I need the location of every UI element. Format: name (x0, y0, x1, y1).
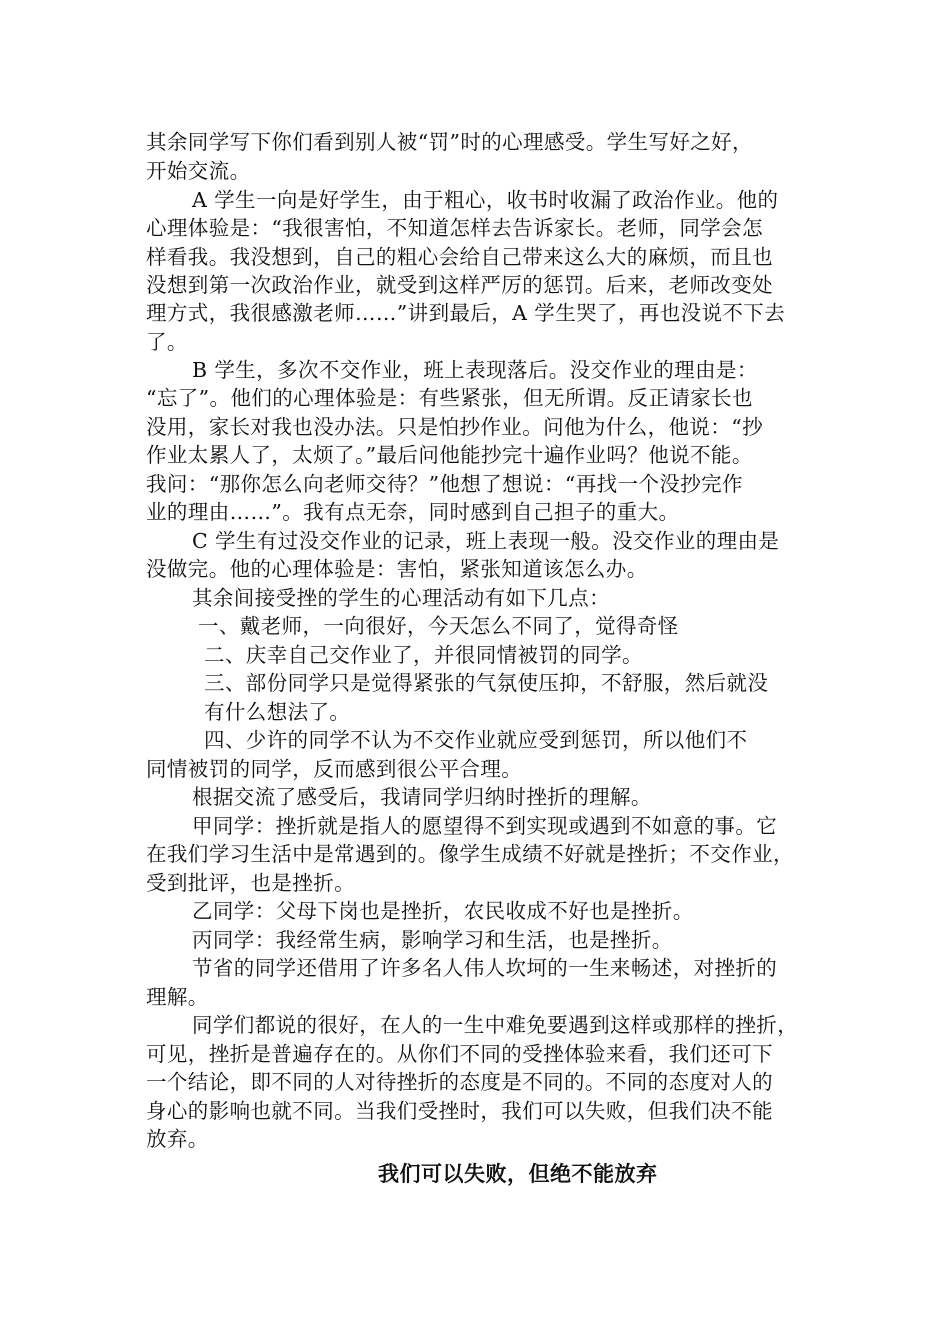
text-line: 理方式，我很感激老师……”讲到最后，A 学生哭了，再也没说不下去 (146, 301, 786, 325)
text-line: 样看我。我没想到，自己的粗心会给自己带来这么大的麻烦，而且也 (146, 245, 773, 269)
text-line: 其余间接受挫的学生的心理活动有如下几点： (192, 586, 610, 610)
text-line: 丙同学：我经常生病，影响学习和生活，也是挫折。 (192, 928, 673, 952)
text-line: 乙同学：父母下岗也是挫折，农民收成不好也是挫折。 (192, 899, 694, 923)
text-line: 身心的影响也就不同。当我们受挫时，我们可以失败，但我们决不能 (146, 1099, 773, 1123)
text-line: 我问：“那你怎么向老师交待？”他想了想说：“再找一个没抄完作 (146, 472, 743, 496)
text-line: 受到批评，也是挫折。 (146, 871, 355, 895)
text-line: 四、少许的同学不认为不交作业就应受到惩罚，所以他们不 (204, 728, 748, 752)
text-line: 业的理由……”。我有点无奈，同时感到自己担子的重大。 (146, 500, 680, 524)
text-line: 甲同学：挫折就是指人的愿望得不到实现或遇到不如意的事。它 (192, 814, 778, 838)
text-line: 三、部份同学只是觉得紧张的气氛使压抑，不舒服，然后就没 (204, 671, 769, 695)
text-line: 理解。 (146, 985, 209, 1009)
text-line: 开始交流。 (146, 159, 251, 183)
text-line: 节省的同学还借用了许多名人伟人坎坷的一生来畅述，对挫折的 (192, 956, 778, 980)
text-line: B 学生，多次不交作业，班上表现落后。没交作业的理由是： (192, 358, 758, 382)
text-line: A 学生一向是好学生，由于粗心，收书时收漏了政治作业。他的 (192, 188, 779, 212)
text-line: 没做完。他的心理体验是：害怕，紧张知道该怎么办。 (146, 557, 648, 581)
text-line: 同学们都说的很好，在人的一生中难免要遇到这样或那样的挫折， (192, 1013, 799, 1037)
text-line: 二、庆幸自己交作业了，并很同情被罚的同学。 (204, 643, 643, 667)
text-line: “忘了”。他们的心理体验是：有些紧张，但无所谓。反正请家长也 (146, 386, 753, 410)
text-line: 心理体验是：“我很害怕，不知道怎样去告诉家长。老师，同学会怎 (146, 216, 763, 240)
text-line: 没想到第一次政治作业，就受到这样严厉的惩罚。后来，老师改变处 (146, 273, 773, 297)
text-line: 放弃。 (146, 1127, 209, 1151)
text-line: 作业太累人了，太烦了。”最后问他能抄完十遍作业吗？他说不能。 (146, 443, 753, 467)
text-line: 在我们学习生活中是常遇到的。像学生成绩不好就是挫折；不交作业， (146, 842, 794, 866)
text-line: 没用，家长对我也没办法。只是怕抄作业。问他为什么，他说：“抄 (146, 415, 763, 439)
text-line: 其余同学写下你们看到别人被“罚”时的心理感受。学生写好之好， (146, 130, 753, 154)
text-line: 可见，挫折是普遍存在的。从你们不同的受挫体验来看，我们还可下 (146, 1042, 773, 1066)
text-line: 了。 (146, 330, 188, 354)
text-line: 有什么想法了。 (204, 700, 351, 724)
text-line: 一个结论，即不同的人对待挫折的态度是不同的。不同的态度对人的 (146, 1070, 773, 1094)
section-heading: 我们可以失败，但绝不能放弃 (378, 1162, 658, 1186)
text-line: C 学生有过没交作业的记录，班上表现一般。没交作业的理由是 (192, 529, 780, 553)
text-line: 同情被罚的同学，反而感到很公平合理。 (146, 757, 523, 781)
text-line: 根据交流了感受后，我请同学归纳时挫折的理解。 (192, 785, 652, 809)
text-line: 一、戴老师，一向很好，今天怎么不同了，觉得奇怪 (198, 614, 679, 638)
